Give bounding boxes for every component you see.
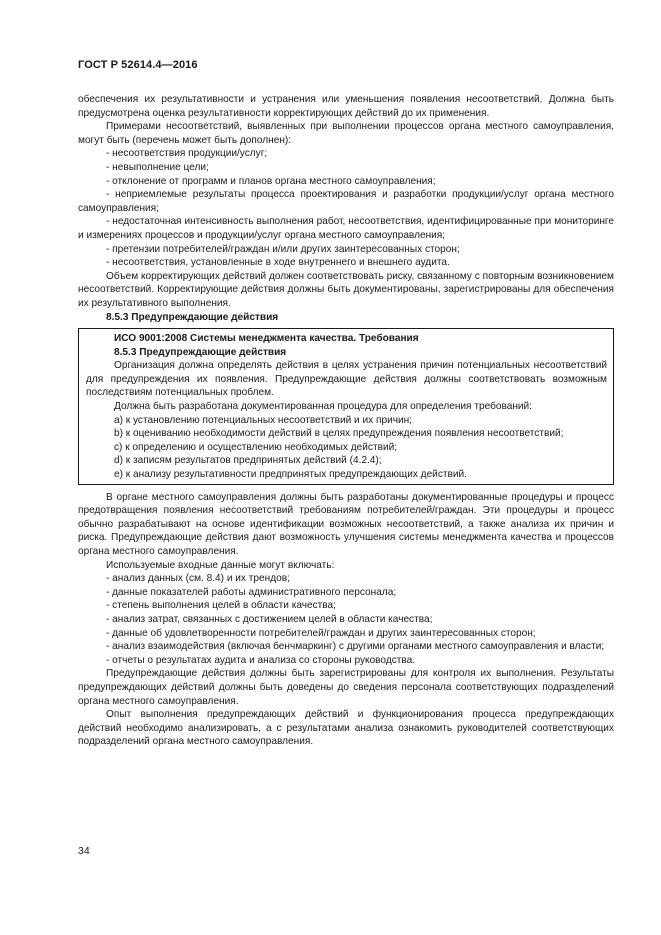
list-item: - отчеты о результатах аудита и анализа со стороны руководства. (106, 654, 416, 666)
list-item: - анализ затрат, связанных с достижением целей в области качества; (106, 613, 433, 625)
paragraph-procedures: В органе местного самоуправления должны быть разработаны документированные процедуры и процесс предотвращения появления несоответствий требованиям потребителей/граждан. Эти процедуры и процесс обычно разрабатывают на основе идентификации возможных несоответствий, а также анализа их причин и риска. Предупреждающие действия дают возможность улучшения системы менеджмента качества и процессов органа местного самоуправления. (78, 491, 614, 557)
nonconformity-list (78, 147, 614, 269)
list-item: - данные об удовлетворенности потребителей/граждан и других заинтересованных сторон; (106, 627, 536, 639)
iso-quote-box (78, 328, 614, 485)
box-list-item: a) к установлению потенциальных несоответствий и их причин; (114, 414, 412, 426)
box-paragraph: Должна быть разработана документированная процедура для определения требований: (114, 401, 532, 413)
box-title: ИСО 9001:2008 Системы менеджмента качества. Требования (114, 333, 419, 345)
paragraph-intro: обеспечения их результативности и устранения или уменьшения появления несоответствий. Должна быть предусмотрена оценка результативности корректирующих действий до их применения. (78, 94, 614, 119)
paragraph-registration: Предупреждающие действия должны быть зарегистрированы для контроля их выполнения. Результаты предупреждающих действий должны быть доведены до сведения персонала соответствующих подразделений органа местного самоуправления. (78, 668, 614, 707)
box-list-item: d) к записям результатов предпринятых действий (4.2.4); (114, 455, 382, 467)
paragraph-examples: Примерами несоответствий, выявленных при выполнении процессов органа местного самоуправления, могут быть (перечень может быть дополнен): (78, 121, 614, 146)
list-item: - претензии потребителей/граждан и/или других заинтересованных сторон; (106, 243, 460, 255)
box-list-item: c) к определению и осуществлению необходимых действий; (114, 441, 398, 453)
paragraph-inputs: Используемые входные данные могут включать: (106, 559, 335, 571)
document-header: ГОСТ Р 52614.4—2016 (78, 59, 198, 71)
section-heading: 8.5.3 Предупреждающие действия (106, 311, 279, 323)
page-number: 34 (78, 845, 90, 857)
list-item: - несоответствия продукции/услуг; (106, 148, 268, 160)
box-list (86, 414, 607, 482)
box-list-item: b) к оцениванию необходимости действий в целях предупреждения появления несоответствий; (114, 428, 564, 440)
list-item: - невыполнение цели; (106, 161, 209, 173)
box-list-item: e) к анализу результативности предпринятых предупреждающих действий. (114, 469, 467, 481)
paragraph-scope: Объем корректирующих действий должен соответствовать риску, связанному с повторным возникновением несоответствий. Корректирующие действия должны быть документированы, зарегистрированы для обеспечения их результативного выполнения. (78, 270, 614, 309)
box-paragraph: Организация должна определять действия в целях устранения причин потенциальных несоответствий для предупреждения их появления. Предупреждающие действия должны соответствовать возможным последствиям потенциальных проблем. (86, 360, 607, 399)
inputs-list (78, 572, 614, 667)
list-item: - анализ взаимодействия (включая бенчмаркинг) с другими органами местного самоуправления и власти; (106, 641, 605, 653)
list-item: - данные показателей работы административного персонала; (106, 586, 397, 598)
list-item: - недостаточная интенсивность выполнения работ, несоответствия, идентифицированные при мониторинге и измерениях процессов и продукции/услуг органа местного самоуправления; (78, 216, 614, 241)
list-item: - отклонение от программ и планов органа местного самоуправления; (106, 175, 436, 187)
page-content (78, 93, 614, 749)
box-section-heading: 8.5.3 Предупреждающие действия (114, 346, 287, 358)
paragraph-experience: Опыт выполнения предупреждающих действий и функционирования процесса предупреждающих действий необходимо анализировать, а с результатами анализа ознакомить руководителей соответствующих подразделений органа местного самоуправления. (78, 709, 614, 748)
list-item: - анализ данных (см. 8.4) и их трендов; (106, 573, 290, 585)
list-item: - неприемлемые результаты процесса проектирования и разработки продукции/услуг органа местного самоуправления; (78, 189, 614, 214)
list-item: - степень выполнения целей в области качества; (106, 600, 336, 612)
list-item: - несоответствия, установленные в ходе внутреннего и внешнего аудита. (106, 257, 450, 269)
